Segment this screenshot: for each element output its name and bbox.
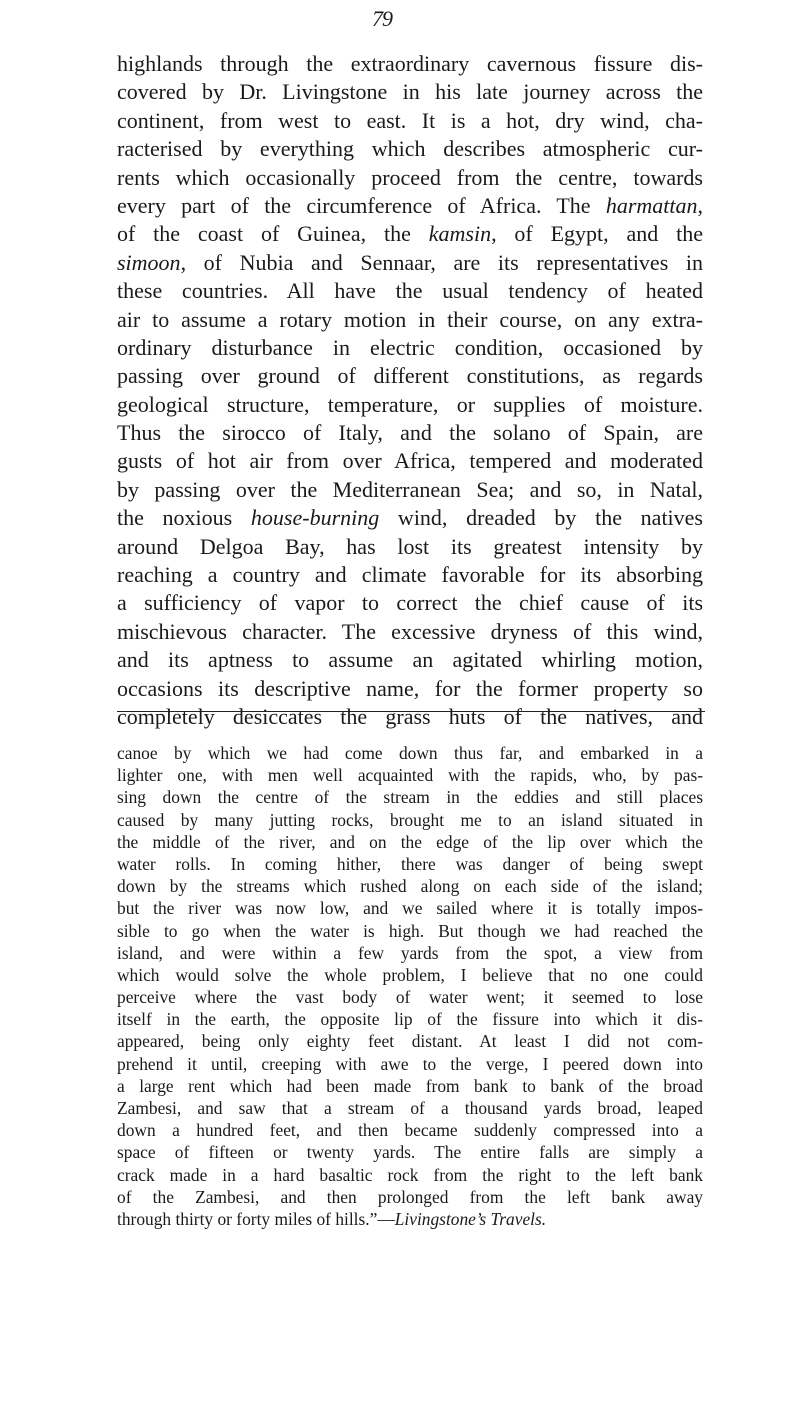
main-line: continent, from west to east. It is a hot, dry wind, cha- [117,107,703,133]
main-line: passing over ground of different constitutions, as regards [117,363,703,389]
main-line: and its aptness to assume an agitated whirling motion, [117,647,703,673]
footnote-line: water rolls. In coming hither, there was danger of being swept [117,853,703,874]
main-line: these countries. All have the usual tendency of heated [117,278,703,304]
footnote-line: caused by many jutting rocks, brought me to an island situated in [117,809,703,830]
main-line: simoon, of Nubia and Sennaar, are its representatives in [117,249,703,275]
footnote-line: sible to go when the water is high. But though we had reached the [117,920,703,941]
footnote-line: but the river was now low, and we sailed where it is totally impos- [117,898,703,919]
main-line: geological structure, temperature, or supplies of moisture. [117,391,703,417]
main-line: air to assume a rotary motion in their course, on any extra- [117,306,703,332]
main-line: the noxious house-burning wind, dreaded by the natives [117,505,703,531]
main-line: by passing over the Mediterranean Sea; and so, in Natal, [117,476,703,502]
footnote-quote-end: through thirty or forty miles of hills.”— [117,1208,395,1229]
footnote-line: down by the streams which rushed along on each side of the island; [117,876,703,897]
main-line: a sufficiency of vapor to correct the chief cause of its [117,590,703,616]
footnote-line: prehend it until, creeping with awe to the verge, I peered down into [117,1053,703,1074]
main-line: occasions its descriptive name, for the former property so [117,675,703,701]
main-line: every part of the circumference of Africa. The harmattan, [117,192,703,218]
footnote-line: lighter one, with men well acquainted with the rapids, who, by pas- [117,765,703,786]
main-body-text [117,50,703,731]
footnote-line: space of fifteen or twenty yards. The entire falls are simply a [117,1142,703,1163]
main-line: highlands through the extraordinary cavernous fissure dis- [117,51,703,76]
footnote-line: Zambesi, and saw that a stream of a thousand yards broad, leaped [117,1098,703,1118]
page-number: 79 [372,6,392,31]
main-line: of the coast of Guinea, the kamsin, of Egypt, and the [117,221,703,247]
footnote-line: down a hundred feet, and then became suddenly compressed into a [117,1120,703,1141]
footnote-line: island, and were within a few yards from the spot, a view from [117,942,703,963]
footnote-line: perceive where the vast body of water went; it seemed to lose [117,987,703,1008]
main-line: rents which occasionally proceed from the centre, towards [117,164,703,190]
main-line: reaching a country and climate favorable for its absorbing [117,562,703,588]
footnote-line: of the Zambesi, and then prolonged from the left bank away [117,1186,703,1207]
main-line: mischievous character. The excessive dryness of this wind, [117,618,703,644]
footnote-last-line [117,1208,703,1230]
main-line: completely desiccates the grass huts of the natives, and [117,703,703,729]
main-line: covered by Dr. Livingstone in his late journey across the [117,79,703,105]
main-line: around Delgoa Bay, has lost its greatest intensity by [117,533,703,559]
main-line: ordinary disturbance in electric condition, occasioned by [117,334,703,360]
footnote-divider [117,711,705,712]
footnote-text [117,742,703,1230]
footnote-line: itself in the earth, the opposite lip of the fissure into which it dis- [117,1009,703,1030]
footnote-line: which would solve the whole problem, I believe that no one could [117,964,703,985]
footnote-line: canoe by which we had come down thus far, and embarked in a [117,743,703,763]
main-line: racterised by everything which describes atmospheric cur- [117,136,703,162]
main-line: gusts of hot air from over Africa, tempered and moderated [117,448,703,474]
footnote-line: appeared, being only eighty feet distant. At least I did not com- [117,1031,703,1052]
footnote-line: a large rent which had been made from bank to bank of the broad [117,1075,703,1096]
footnote-line: crack made in a hard basaltic rock from the right to the left bank [117,1164,703,1185]
footnote-citation: Livingstone’s Travels. [394,1208,547,1229]
footnote-line: sing down the centre of the stream in the eddies and still places [117,787,703,808]
main-line: Thus the sirocco of Italy, and the solano of Spain, are [117,420,703,446]
footnote-line: the middle of the river, and on the edge of the lip over which the [117,831,703,852]
